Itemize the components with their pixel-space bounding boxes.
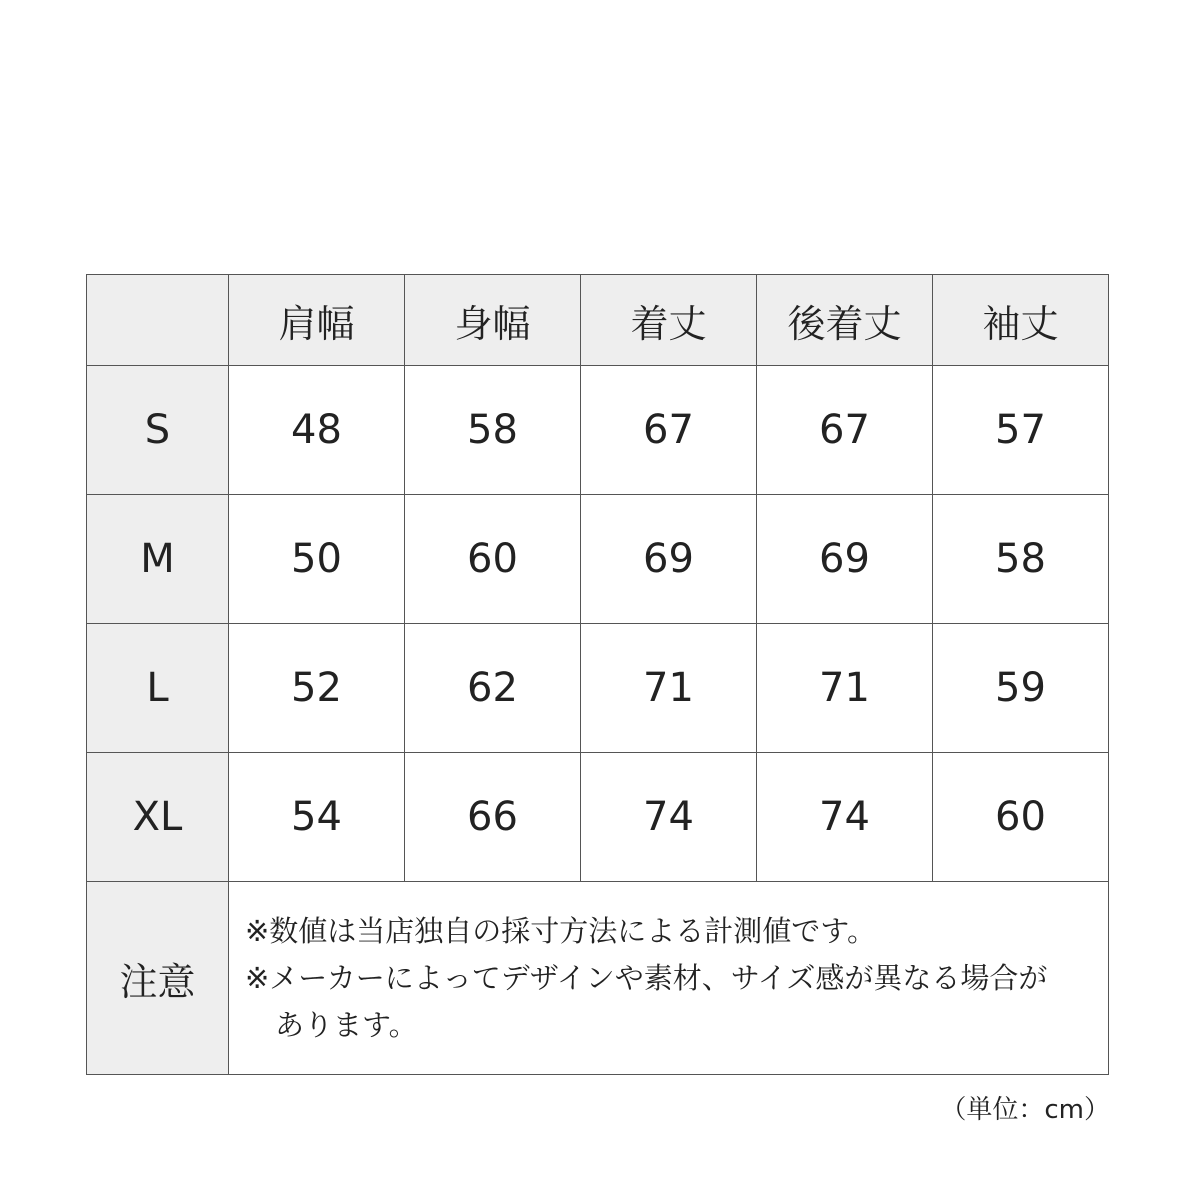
note-line-2: ※メーカーによってデザインや素材、サイズ感が異なる場合が <box>245 960 1048 995</box>
table-cell: 58 <box>405 366 581 495</box>
table-cell: 67 <box>581 366 757 495</box>
size-chart-table <box>86 274 1109 1075</box>
table-cell: 52 <box>229 624 405 753</box>
table-row-s <box>87 366 1109 495</box>
header-corner-cell <box>87 275 229 366</box>
unit-note: （単位：cm） <box>940 1095 1110 1125</box>
table-header-row <box>87 275 1109 366</box>
note-line-1: ※数値は当店独自の採寸方法による計測値です。 <box>245 913 876 948</box>
table-cell: 60 <box>933 753 1109 882</box>
table-cell: 50 <box>229 495 405 624</box>
size-label-xl: XL <box>87 753 229 882</box>
table-cell: 67 <box>757 366 933 495</box>
table-cell: 71 <box>581 624 757 753</box>
table-cell: 69 <box>581 495 757 624</box>
header-body-width: 身幅 <box>405 275 581 366</box>
table-row-m <box>87 495 1109 624</box>
table-cell: 71 <box>757 624 933 753</box>
table-cell: 59 <box>933 624 1109 753</box>
notes-row <box>87 882 1109 1075</box>
note-line-3: あります。 <box>275 1007 418 1042</box>
header-sleeve-length: 袖丈 <box>933 275 1109 366</box>
notes-content <box>229 882 1109 1075</box>
size-label-s: S <box>87 366 229 495</box>
table-cell: 69 <box>757 495 933 624</box>
table-cell: 48 <box>229 366 405 495</box>
header-back-length: 後着丈 <box>757 275 933 366</box>
table-cell: 58 <box>933 495 1109 624</box>
table-cell: 54 <box>229 753 405 882</box>
table-cell: 66 <box>405 753 581 882</box>
notes-label: 注意 <box>87 882 229 1075</box>
header-shoulder-width: 肩幅 <box>229 275 405 366</box>
table-cell: 62 <box>405 624 581 753</box>
table-cell: 57 <box>933 366 1109 495</box>
table-row-xl <box>87 753 1109 882</box>
size-label-l: L <box>87 624 229 753</box>
table-cell: 74 <box>757 753 933 882</box>
header-length: 着丈 <box>581 275 757 366</box>
table-row-l <box>87 624 1109 753</box>
table-cell: 74 <box>581 753 757 882</box>
size-label-m: M <box>87 495 229 624</box>
table-cell: 60 <box>405 495 581 624</box>
